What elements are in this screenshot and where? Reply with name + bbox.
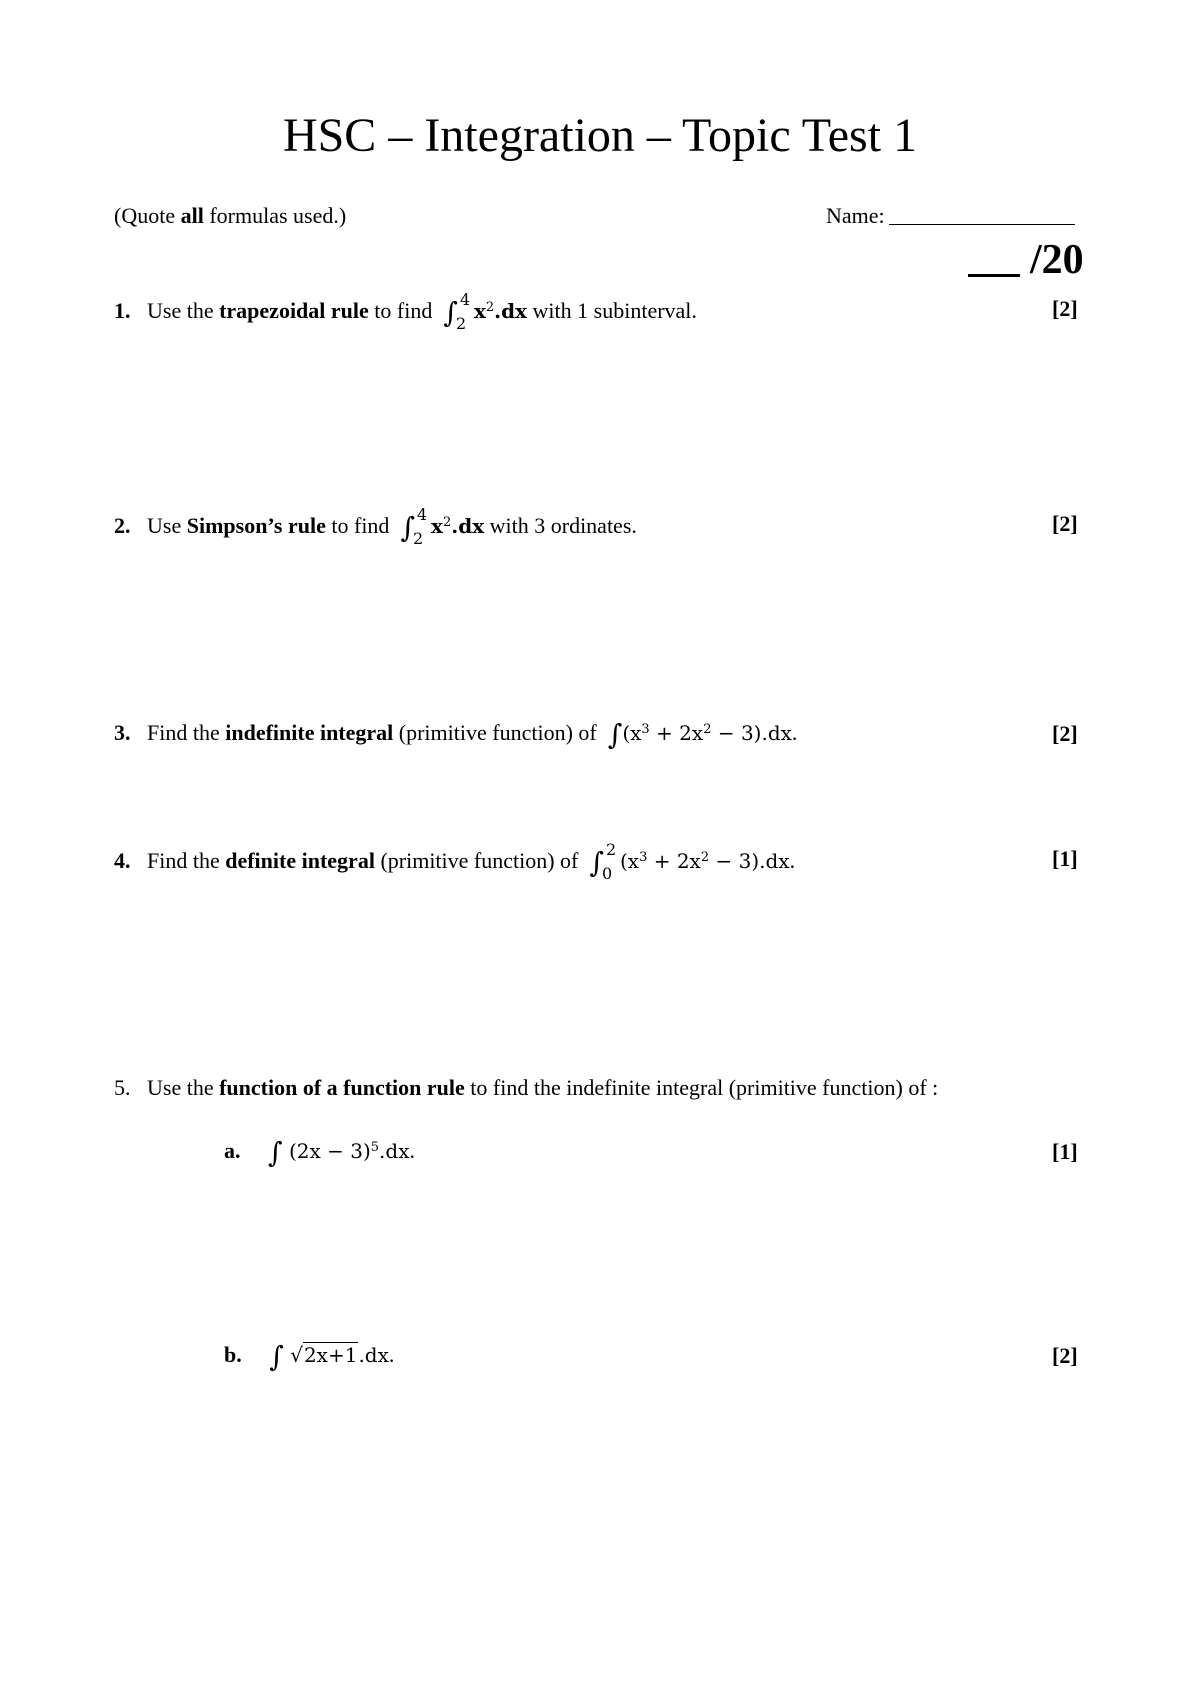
question-number: 3.	[114, 720, 131, 745]
integral-icon: ∫	[589, 846, 604, 879]
integral-expression: ∫ 2 0 $(x^3 + 2x^2 - 3).dx$	[589, 840, 790, 883]
marks: [1]	[1052, 1139, 1078, 1164]
question-number: 4.	[114, 848, 131, 873]
part-label: b.	[224, 1342, 242, 1367]
integral-icon: ∫	[607, 718, 623, 751]
page-title: HSC – Integration – Topic Test 1	[282, 109, 918, 162]
marks: [1]	[1052, 846, 1078, 871]
marks: [2]	[1052, 296, 1078, 321]
integral-expression: ∫ $(2x - 3)^5.dx$	[268, 1136, 410, 1169]
integral-icon: ∫	[400, 511, 416, 544]
integral-expression: ∫ 4 2 $x^2.dx$	[443, 290, 528, 333]
question-5: 5. Use the function of a function rule to find the indefinite integral (primitive function) of :	[114, 1075, 939, 1100]
name-blank[interactable]	[889, 224, 1075, 225]
question-number: 1.	[114, 298, 131, 323]
marks: [2]	[1052, 1343, 1078, 1368]
name-field[interactable]	[826, 205, 1075, 227]
integral-expression: $\int(x^3 + 2x^2 - 3).dx$	[607, 718, 792, 751]
integral-icon: ∫	[269, 1340, 284, 1373]
total-score: /20	[968, 236, 1084, 284]
integral-icon: ∫	[443, 296, 458, 329]
question-number: 5.	[114, 1075, 131, 1100]
question-3: 3. Find the indefinite integral (primitive function) of $\int(x^3 + 2x^2 - 3).dx$.	[114, 718, 798, 751]
question-4: 4. Find the definite integral (primitive function) of ∫ 2 0 $(x^3 + 2x^2 - 3).dx$.	[114, 840, 796, 883]
question-5a: a. ∫ $(2x - 3)^5.dx$.	[224, 1136, 415, 1169]
part-label: a.	[224, 1138, 241, 1163]
question-number: 2.	[114, 513, 131, 538]
score-blank[interactable]	[968, 274, 1020, 277]
name-label: Name:	[826, 203, 885, 228]
marks: [2]	[1052, 721, 1078, 746]
question-5b: b. ∫ √2x+1.dx.	[224, 1340, 395, 1373]
integral-expression: ∫ √2x+1.dx	[269, 1340, 389, 1373]
instructions: (Quote all formulas used.)	[114, 203, 347, 228]
marks: [2]	[1052, 511, 1078, 536]
integral-icon: ∫	[268, 1136, 283, 1169]
question-1: 1. Use the trapezoidal rule to find ∫ 4 2 $x^2.dx$ with 1 subinterval.	[114, 290, 697, 333]
integral-expression: ∫ 4 2 $x^2.dx$	[400, 505, 485, 548]
sqrt-icon: √	[290, 1343, 303, 1367]
question-2: 2. Use Simpson’s rule to find ∫ 4 2 $x^2.dx$ with 3 ordinates.	[114, 505, 637, 548]
